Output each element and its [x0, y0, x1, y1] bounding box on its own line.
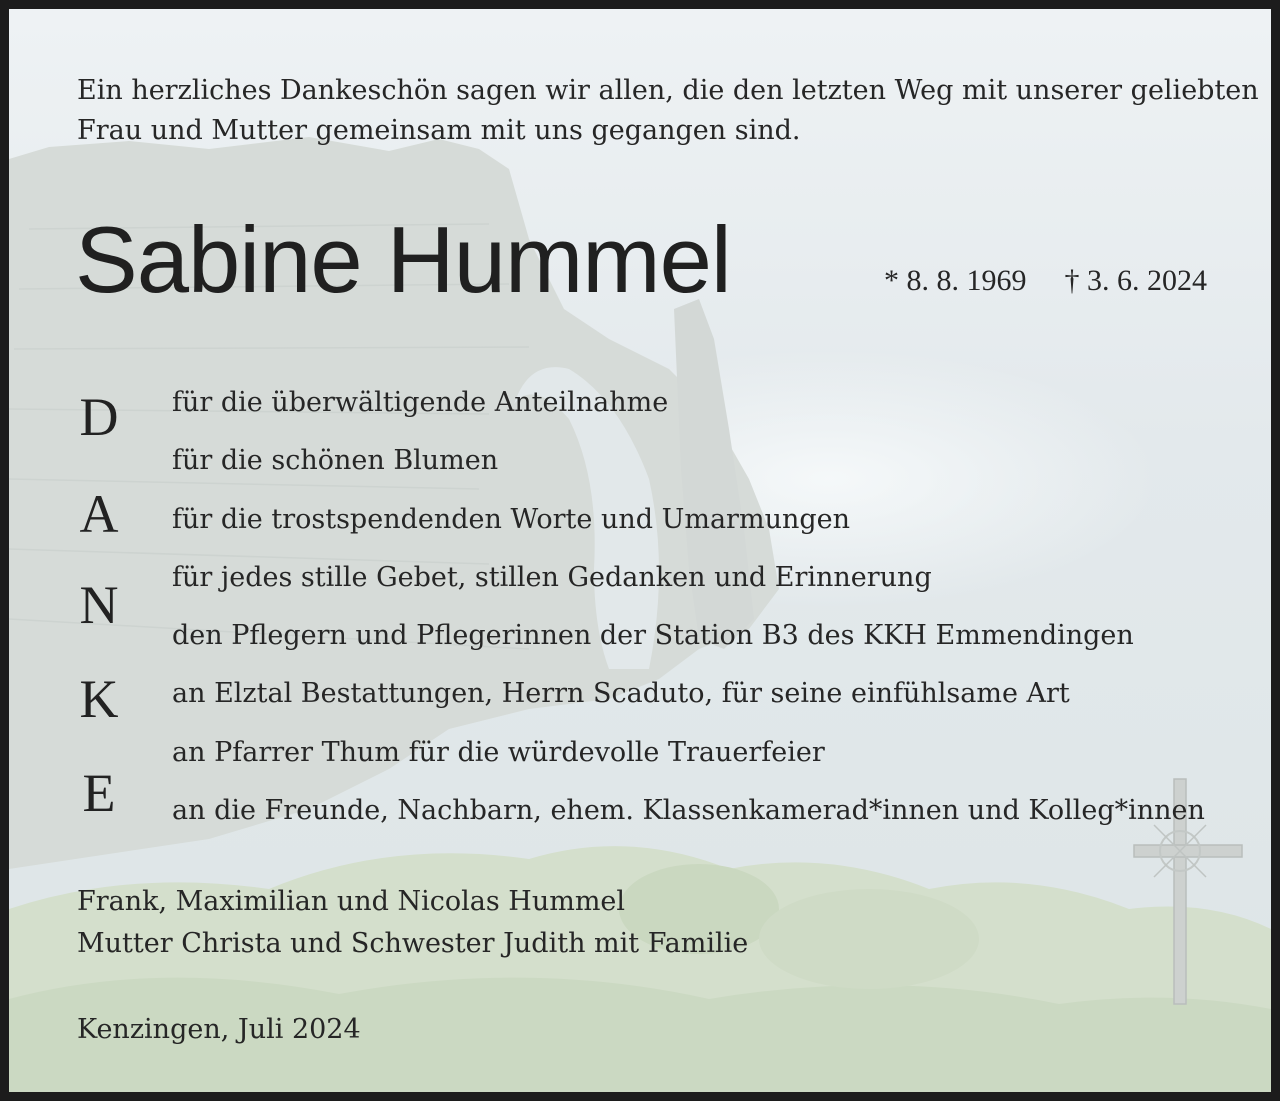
birth-date: * 8. 8. 1969: [884, 264, 1027, 297]
thanks-item: den Pflegern und Pflegerinnen der Station B3 des KKH Emmendingen: [172, 620, 1134, 652]
family-line: Mutter Christa und Schwester Judith mit Familie: [77, 928, 749, 959]
thanks-item: für die überwältigende Anteilnahme: [172, 387, 669, 418]
deceased-name: Sabine Hummel: [75, 207, 731, 312]
place-date: Kenzingen, Juli 2024: [77, 1014, 361, 1045]
thanks-item: für die schönen Blumen: [172, 445, 499, 477]
life-dates: [849, 261, 1207, 301]
danke-letter: E: [82, 763, 116, 823]
intro-line: Frau und Mutter gemeinsam mit uns gegangen sind.: [77, 115, 801, 146]
intro-line: Ein herzliches Dankeschön sagen wir allen, die den letzten Weg mit unserer geliebten: [77, 75, 1259, 106]
danke-letter: K: [79, 669, 119, 729]
thanks-item: an die Freunde, Nachbarn, ehem. Klassenkamerad*innen und Kolleg*innen: [172, 795, 1205, 827]
danke-letter: D: [79, 387, 119, 447]
danke-letter: A: [79, 484, 119, 544]
family-signature: [77, 881, 748, 965]
thanks-item: an Elztal Bestattungen, Herrn Scaduto, für seine einfühlsame Art: [172, 678, 1070, 710]
thanks-list: [172, 374, 1205, 840]
notice-content: [9, 9, 1271, 1092]
thanks-item: an Pfarrer Thum für die würdevolle Trauerfeier: [172, 736, 825, 768]
family-line: Frank, Maximilian und Nicolas Hummel: [77, 886, 626, 917]
thanks-item: für die trostspendenden Worte und Umarmungen: [172, 503, 850, 535]
death-date: † 3. 6. 2024: [1064, 264, 1207, 297]
intro-text: [77, 71, 1259, 151]
danke-letter: N: [79, 575, 119, 635]
thanks-item: für jedes stille Gebet, stillen Gedanken und Erinnerung: [172, 561, 932, 593]
